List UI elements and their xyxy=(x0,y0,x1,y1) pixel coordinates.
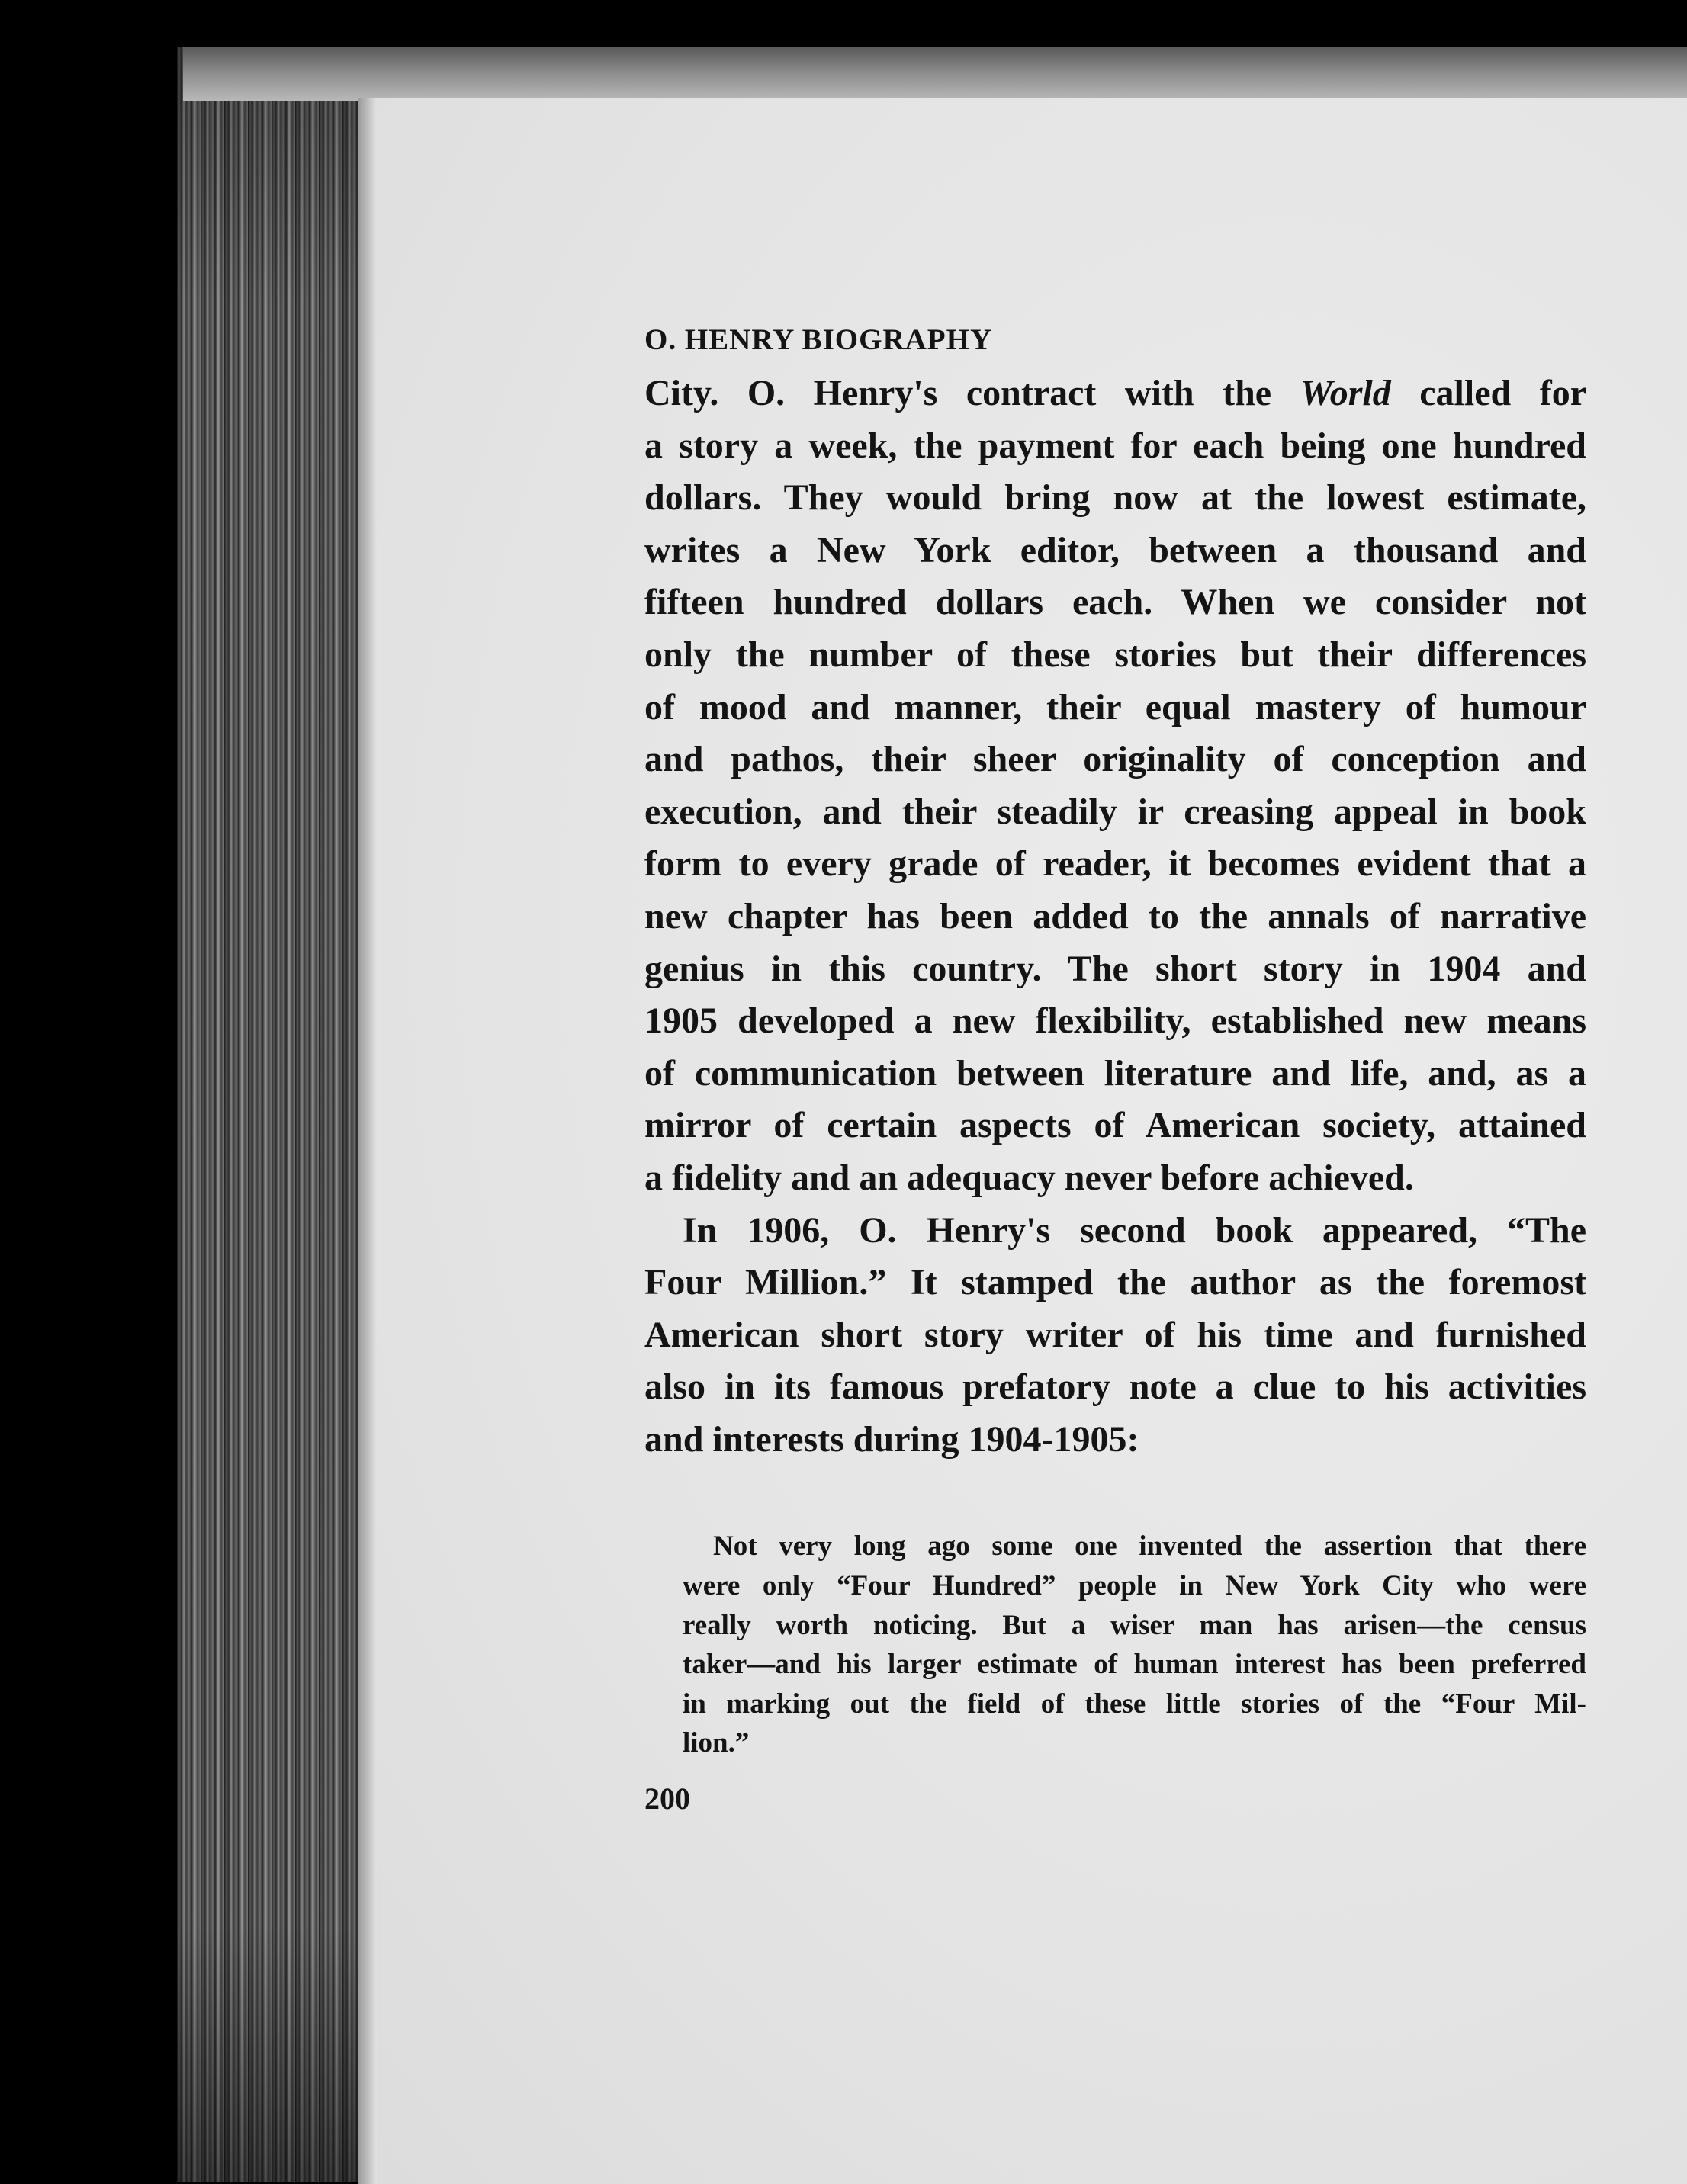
note-line: really worth noticing. But a wiser man has arisen—the census xyxy=(683,1609,1586,1641)
note-line: in marking out the field of these little stories of the “Four Mil- xyxy=(683,1688,1586,1720)
text-line: writes a New York editor, between a thousand and xyxy=(644,529,1586,570)
text-line: dollars. They would bring now at the lowest estimate, xyxy=(644,477,1586,519)
note-line: lion.” xyxy=(683,1727,750,1759)
note-line: were only “Four Hundred” people in New York City who were xyxy=(683,1570,1586,1602)
text-line: of mood and manner, their equal mastery of humour xyxy=(644,686,1586,727)
italic-title-world: World xyxy=(1300,373,1391,413)
text-line: of communication between literature and life, and, as a xyxy=(644,1052,1586,1094)
text-line: and interests during 1904-1905: xyxy=(644,1418,1139,1460)
text-line: Four Million.” It stamped the author as the foremost xyxy=(644,1262,1586,1303)
note-line: taker—and his larger estimate of human interest has been preferred xyxy=(683,1649,1586,1681)
book-page-edges xyxy=(177,47,368,2182)
running-head: O. HENRY BIOGRAPHY xyxy=(644,323,993,356)
text-line: American short story writer of his time and furnished xyxy=(644,1314,1586,1355)
text-line: execution, and their steadily ir creasing appeal in book xyxy=(644,791,1586,832)
text-line: new chapter has been added to the annals of narrative xyxy=(644,895,1586,936)
book-top-edge xyxy=(183,47,1687,101)
page-text xyxy=(644,320,1586,1818)
text-line: a fidelity and an adequacy never before achieved. xyxy=(644,1157,1414,1198)
page-number: 200 xyxy=(644,1781,690,1816)
text-line: genius in this country. The short story in 1904 and xyxy=(644,948,1586,989)
text-line: 1905 developed a new flexibility, established new means xyxy=(644,1000,1586,1042)
text-line: also in its famous prefatory note a clue to his activities xyxy=(644,1367,1586,1408)
text-line: City. O. Henry's contract with the World called for xyxy=(644,373,1587,413)
text-line: fifteen hundred dollars each. When we consider not xyxy=(644,582,1586,623)
text-line: a story a week, the payment for each being one hundred xyxy=(644,425,1586,466)
text-line: form to every grade of reader, it becomes evident that a xyxy=(644,843,1586,885)
paragraph-2 xyxy=(644,1205,1586,1466)
text-line: mirror of certain aspects of American society, attained xyxy=(644,1105,1586,1146)
prefatory-note-quote xyxy=(644,1527,1586,1763)
paragraph-1 xyxy=(644,368,1586,1205)
text-line: only the number of these stories but their differences xyxy=(644,634,1586,675)
text-line: In 1906, O. Henry's second book appeared, “The xyxy=(683,1209,1586,1251)
note-line: Not very long ago some one invented the assertion that there xyxy=(713,1530,1586,1563)
text-line: and pathos, their sheer originality of conception and xyxy=(644,739,1586,780)
